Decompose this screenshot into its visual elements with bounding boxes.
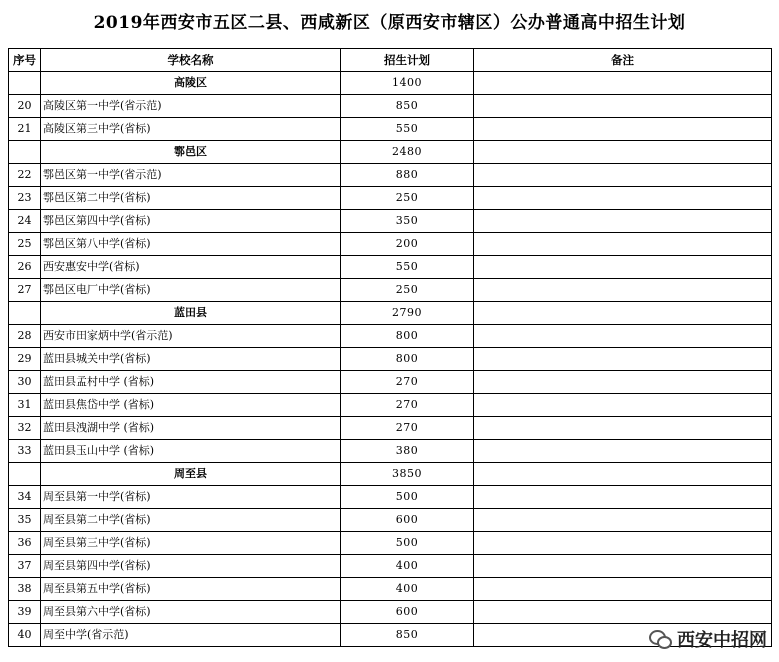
cell-school-name: 高陵区第一中学(省示范) <box>41 95 341 118</box>
cell-plan: 250 <box>341 279 474 302</box>
cell-no: 38 <box>9 578 41 601</box>
cell-note <box>474 256 772 279</box>
cell-school-name: 鄠邑区电厂中学(省标) <box>41 279 341 302</box>
cell-school-name: 蓝田县玉山中学 (省标) <box>41 440 341 463</box>
cell-note <box>474 463 772 486</box>
header-no: 序号 <box>9 49 41 72</box>
table-row <box>9 187 772 210</box>
cell-school-name: 蓝田县洩湖中学 (省标) <box>41 417 341 440</box>
cell-no: 25 <box>9 233 41 256</box>
cell-school-name: 鄠邑区第八中学(省标) <box>41 233 341 256</box>
cell-school-name: 西安惠安中学(省标) <box>41 256 341 279</box>
cell-no: 24 <box>9 210 41 233</box>
cell-plan: 2790 <box>341 302 474 325</box>
group-row <box>9 463 772 486</box>
cell-plan: 270 <box>341 371 474 394</box>
watermark <box>649 626 767 652</box>
table-row <box>9 486 772 509</box>
cell-note <box>474 532 772 555</box>
cell-plan: 3850 <box>341 463 474 486</box>
cell-note <box>474 233 772 256</box>
cell-plan: 250 <box>341 187 474 210</box>
cell-no: 30 <box>9 371 41 394</box>
cell-note <box>474 118 772 141</box>
wechat-icon <box>649 630 671 648</box>
cell-no <box>9 302 41 325</box>
cell-plan: 270 <box>341 394 474 417</box>
watermark-text: 西安中招网 <box>677 630 767 651</box>
cell-note <box>474 394 772 417</box>
cell-plan: 850 <box>341 95 474 118</box>
header-plan: 招生计划 <box>341 49 474 72</box>
cell-no: 23 <box>9 187 41 210</box>
table-row <box>9 532 772 555</box>
cell-plan: 380 <box>341 440 474 463</box>
page-title: 2019年西安市五区二县、西咸新区（原西安市辖区）公办普通高中招生计划 <box>93 13 686 33</box>
cell-note <box>474 72 772 95</box>
cell-note <box>474 141 772 164</box>
cell-note <box>474 325 772 348</box>
cell-school-name: 蓝田县孟村中学 (省标) <box>41 371 341 394</box>
cell-note <box>474 371 772 394</box>
cell-plan: 880 <box>341 164 474 187</box>
cell-school-name: 鄠邑区第二中学(省标) <box>41 187 341 210</box>
cell-school-name: 周至县第六中学(省标) <box>41 601 341 624</box>
table-row <box>9 210 772 233</box>
cell-note <box>474 95 772 118</box>
cell-no <box>9 463 41 486</box>
cell-school-name: 周至县第四中学(省标) <box>41 555 341 578</box>
cell-no: 29 <box>9 348 41 371</box>
cell-note <box>474 302 772 325</box>
cell-note <box>474 164 772 187</box>
cell-plan: 550 <box>341 118 474 141</box>
table-row <box>9 118 772 141</box>
cell-school-name: 周至中学(省示范) <box>41 624 341 647</box>
table-row <box>9 256 772 279</box>
table-row <box>9 279 772 302</box>
header-note: 备注 <box>474 49 772 72</box>
cell-no: 20 <box>9 95 41 118</box>
cell-plan: 800 <box>341 348 474 371</box>
header-school-name: 学校名称 <box>41 49 341 72</box>
cell-plan: 600 <box>341 509 474 532</box>
cell-plan: 1400 <box>341 72 474 95</box>
cell-no: 33 <box>9 440 41 463</box>
table-row <box>9 417 772 440</box>
cell-school-name: 蓝田县 <box>41 302 341 325</box>
cell-no: 27 <box>9 279 41 302</box>
cell-no <box>9 141 41 164</box>
enrollment-table <box>8 48 772 647</box>
cell-no: 22 <box>9 164 41 187</box>
table-row <box>9 440 772 463</box>
group-row <box>9 141 772 164</box>
cell-plan: 850 <box>341 624 474 647</box>
cell-school-name: 西安市田家炳中学(省示范) <box>41 325 341 348</box>
cell-plan: 400 <box>341 578 474 601</box>
cell-plan: 350 <box>341 210 474 233</box>
table-row <box>9 233 772 256</box>
table-row <box>9 348 772 371</box>
cell-school-name: 蓝田县城关中学(省标) <box>41 348 341 371</box>
cell-no: 37 <box>9 555 41 578</box>
table-row <box>9 509 772 532</box>
cell-plan: 500 <box>341 486 474 509</box>
cell-plan: 550 <box>341 256 474 279</box>
cell-school-name: 周至县第三中学(省标) <box>41 532 341 555</box>
table-row <box>9 371 772 394</box>
group-row <box>9 72 772 95</box>
cell-note <box>474 601 772 624</box>
cell-no: 39 <box>9 601 41 624</box>
table-header-row <box>9 49 772 72</box>
cell-plan: 200 <box>341 233 474 256</box>
cell-no: 26 <box>9 256 41 279</box>
cell-note <box>474 279 772 302</box>
cell-no: 36 <box>9 532 41 555</box>
cell-note <box>474 509 772 532</box>
cell-note <box>474 417 772 440</box>
cell-plan: 800 <box>341 325 474 348</box>
table-row <box>9 601 772 624</box>
cell-plan: 500 <box>341 532 474 555</box>
cell-school-name: 鄠邑区 <box>41 141 341 164</box>
table-row <box>9 164 772 187</box>
cell-school-name: 周至县第二中学(省标) <box>41 509 341 532</box>
cell-note <box>474 486 772 509</box>
cell-no: 32 <box>9 417 41 440</box>
cell-school-name: 高陵区 <box>41 72 341 95</box>
group-row <box>9 302 772 325</box>
cell-no: 35 <box>9 509 41 532</box>
table-row <box>9 578 772 601</box>
cell-note <box>474 187 772 210</box>
cell-note <box>474 578 772 601</box>
cell-plan: 400 <box>341 555 474 578</box>
table-row <box>9 325 772 348</box>
cell-school-name: 周至县第一中学(省标) <box>41 486 341 509</box>
cell-no: 31 <box>9 394 41 417</box>
cell-school-name: 周至县第五中学(省标) <box>41 578 341 601</box>
cell-school-name: 鄠邑区第一中学(省示范) <box>41 164 341 187</box>
cell-no <box>9 72 41 95</box>
cell-school-name: 高陵区第三中学(省标) <box>41 118 341 141</box>
cell-plan: 2480 <box>341 141 474 164</box>
cell-note <box>474 440 772 463</box>
cell-note <box>474 348 772 371</box>
cell-note <box>474 555 772 578</box>
cell-note <box>474 210 772 233</box>
cell-no: 21 <box>9 118 41 141</box>
cell-no: 40 <box>9 624 41 647</box>
cell-school-name: 鄠邑区第四中学(省标) <box>41 210 341 233</box>
cell-school-name: 周至县 <box>41 463 341 486</box>
cell-no: 34 <box>9 486 41 509</box>
cell-plan: 600 <box>341 601 474 624</box>
cell-no: 28 <box>9 325 41 348</box>
cell-school-name: 蓝田县焦岱中学 (省标) <box>41 394 341 417</box>
cell-plan: 270 <box>341 417 474 440</box>
table-row <box>9 555 772 578</box>
table-row <box>9 394 772 417</box>
table-row <box>9 95 772 118</box>
